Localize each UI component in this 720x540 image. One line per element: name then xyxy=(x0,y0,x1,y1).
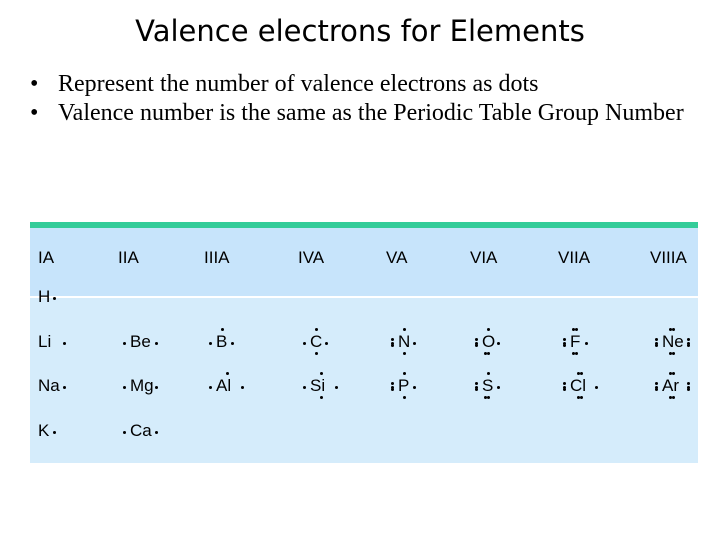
valence-dot xyxy=(487,396,490,399)
valence-dot xyxy=(226,372,229,375)
element-symbol-cl: Cl xyxy=(570,376,587,395)
valence-dot xyxy=(669,372,672,375)
valence-dot xyxy=(563,388,566,391)
valence-dot xyxy=(320,372,323,375)
table-header-row xyxy=(30,228,698,298)
bullet-marker: • xyxy=(30,71,39,97)
valence-dot xyxy=(687,388,690,391)
group-header-iia: IIA xyxy=(118,248,139,267)
group-header-via: VIA xyxy=(470,248,498,267)
valence-dot xyxy=(563,344,566,347)
element-symbol-ca: Ca xyxy=(130,421,152,440)
bullet-item xyxy=(30,99,700,128)
valence-dot xyxy=(475,344,478,347)
valence-dot xyxy=(669,328,672,331)
valence-dot xyxy=(484,352,487,355)
valence-dot xyxy=(487,372,490,375)
valence-dot xyxy=(572,328,575,331)
slide-title: Valence electrons for Elements xyxy=(135,14,585,48)
valence-dot xyxy=(413,342,416,345)
bullet-text: Valence number is the same as the Periodic Table Group Number xyxy=(58,100,684,126)
valence-dot xyxy=(487,352,490,355)
group-header-viia: VIIA xyxy=(558,248,591,267)
element-symbol-k: K xyxy=(38,421,50,440)
element-symbol-si: Si xyxy=(310,376,326,395)
valence-dot xyxy=(155,431,158,434)
valence-dot xyxy=(209,386,212,389)
valence-dot xyxy=(575,328,578,331)
valence-dot xyxy=(155,342,158,345)
valence-dot xyxy=(687,338,690,341)
bullet-marker: • xyxy=(30,100,39,126)
element-symbol-ne: Ne xyxy=(662,332,684,351)
valence-dot xyxy=(497,342,500,345)
valence-dot xyxy=(497,386,500,389)
valence-dot xyxy=(303,386,306,389)
valence-dot xyxy=(391,388,394,391)
valence-dot xyxy=(669,396,672,399)
valence-dot xyxy=(315,328,318,331)
element-symbol-h: H xyxy=(38,287,51,306)
valence-dot xyxy=(325,342,328,345)
valence-dot xyxy=(475,388,478,391)
valence-dot xyxy=(209,342,212,345)
valence-dot xyxy=(63,386,66,389)
valence-dot xyxy=(563,338,566,341)
valence-dot xyxy=(63,342,66,345)
valence-dot xyxy=(391,338,394,341)
valence-dot xyxy=(484,396,487,399)
valence-dot xyxy=(123,431,126,434)
element-symbol-n: N xyxy=(398,332,411,351)
valence-dot xyxy=(403,372,406,375)
group-header-iiia: IIIA xyxy=(204,248,230,267)
valence-dot xyxy=(475,338,478,341)
element-symbol-be: Be xyxy=(130,332,151,351)
element-symbol-ar: Ar xyxy=(662,376,679,395)
group-header-viiia: VIIIA xyxy=(650,248,687,267)
valence-dot xyxy=(572,352,575,355)
valence-dot xyxy=(672,352,675,355)
valence-dot xyxy=(303,342,306,345)
valence-dot xyxy=(577,372,580,375)
valence-dot xyxy=(403,396,406,399)
valence-dot xyxy=(577,396,580,399)
element-symbol-s: S xyxy=(482,376,494,395)
valence-dot xyxy=(672,372,675,375)
valence-dot xyxy=(123,386,126,389)
bullet-item xyxy=(30,70,700,99)
valence-dot xyxy=(475,382,478,385)
valence-dot xyxy=(672,396,675,399)
valence-dot xyxy=(155,386,158,389)
bullet-text: Represent the number of valence electrons as dots xyxy=(58,71,539,97)
valence-dot xyxy=(53,297,56,300)
element-symbol-na: Na xyxy=(38,376,60,395)
element-symbol-b: B xyxy=(216,332,228,351)
group-header-va: VA xyxy=(386,248,408,267)
valence-dot xyxy=(669,352,672,355)
valence-dot xyxy=(585,342,588,345)
valence-dot xyxy=(391,344,394,347)
element-symbol-li: Li xyxy=(38,332,52,351)
element-symbol-al: Al xyxy=(216,376,232,395)
valence-dot xyxy=(403,352,406,355)
valence-dot xyxy=(320,396,323,399)
valence-dot xyxy=(403,328,406,331)
element-symbol-p: P xyxy=(398,376,410,395)
valence-dot xyxy=(335,386,338,389)
valence-dot xyxy=(53,431,56,434)
valence-dot xyxy=(580,396,583,399)
element-symbol-o: O xyxy=(482,332,496,351)
valence-dot xyxy=(315,352,318,355)
valence-dot xyxy=(231,342,234,345)
valence-dot xyxy=(580,372,583,375)
valence-dot xyxy=(687,344,690,347)
valence-dot xyxy=(241,386,244,389)
valence-dot xyxy=(655,382,658,385)
valence-dot xyxy=(221,328,224,331)
group-header-iva: IVA xyxy=(298,248,325,267)
element-symbol-f: F xyxy=(570,332,581,351)
valence-dot xyxy=(413,386,416,389)
valence-dot xyxy=(687,382,690,385)
valence-dot xyxy=(655,344,658,347)
valence-dot xyxy=(655,338,658,341)
valence-dot xyxy=(672,328,675,331)
valence-dot xyxy=(563,382,566,385)
valence-dot xyxy=(487,328,490,331)
valence-dot xyxy=(595,386,598,389)
lewis-dot-table xyxy=(30,222,698,463)
valence-dot xyxy=(391,382,394,385)
valence-dot xyxy=(575,352,578,355)
bullet-list xyxy=(30,70,700,128)
element-symbol-mg: Mg xyxy=(130,376,154,395)
element-symbol-c: C xyxy=(310,332,323,351)
group-header-ia: IA xyxy=(38,248,55,267)
valence-dot xyxy=(123,342,126,345)
valence-dot xyxy=(655,388,658,391)
